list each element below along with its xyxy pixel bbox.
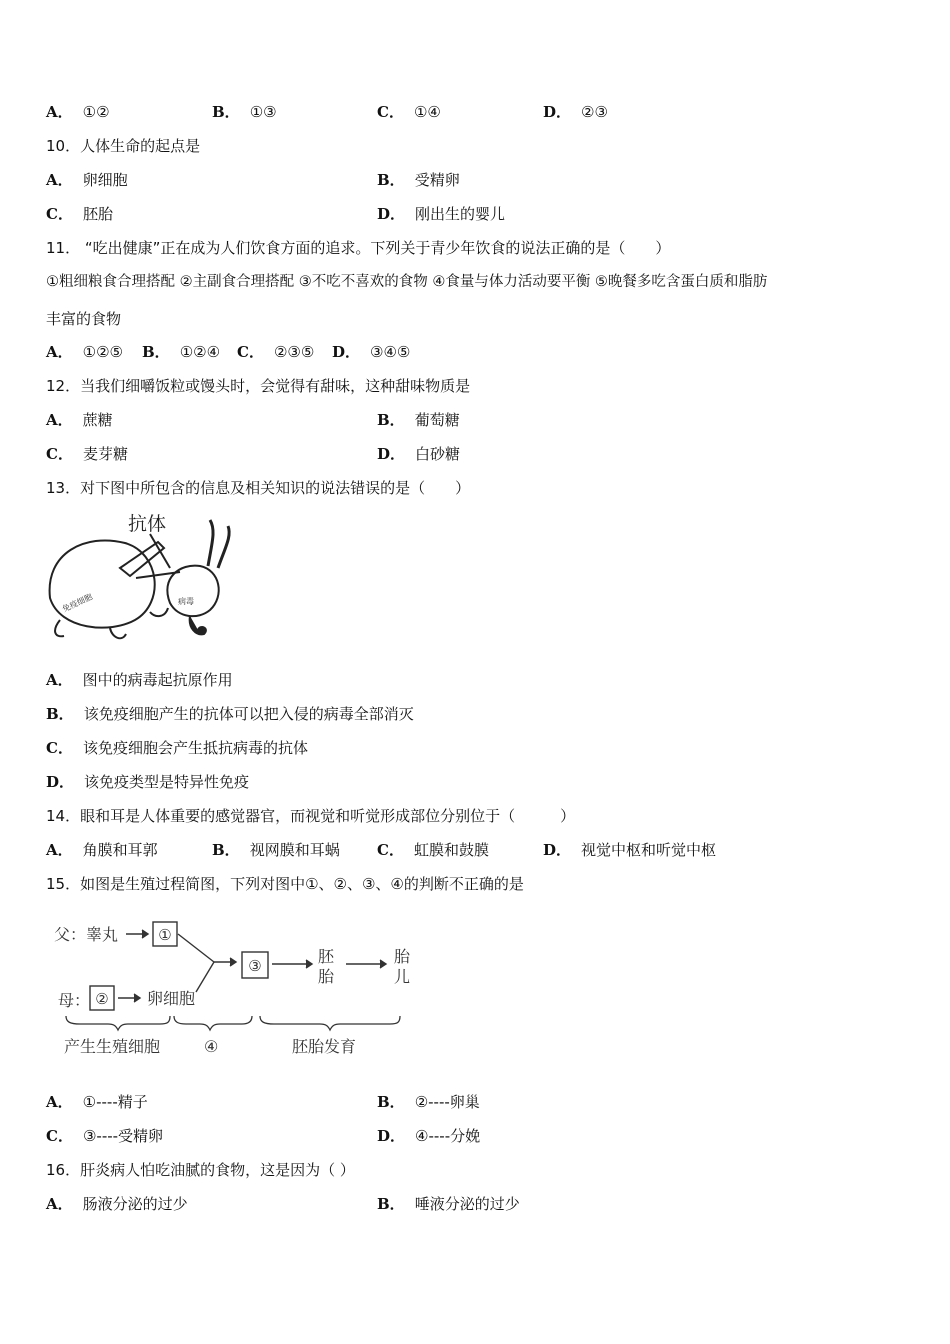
- diagram-fetus-top: 胎: [394, 947, 411, 966]
- q9-option-a: A． ①②: [46, 103, 110, 121]
- q13-stem: 13．对下图中所包含的信息及相关知识的说法错误的是（ ）: [46, 479, 471, 497]
- q9-option-d: D． ②③: [543, 103, 608, 121]
- q12-stem: 12．当我们细嚼饭粒或馒头时，会觉得有甜味，这种甜味物质是: [46, 377, 471, 395]
- q10-option-d: D． 刚出生的婴儿: [377, 205, 506, 223]
- q15-option-d: D． ④----分娩: [377, 1127, 481, 1145]
- q13-option-a: A． 图中的病毒起抗原作用: [46, 671, 233, 689]
- diagram-box-2-label: ②: [95, 990, 109, 1008]
- q11-option-c: C． ②③⑤: [237, 343, 315, 361]
- diagram-brace-2: [174, 1016, 252, 1030]
- q12-option-a: A． 蔗糖: [46, 411, 113, 429]
- q11-stem: 11． “吃出健康”正在成为人们饮食方面的追求。下列关于青少年饮食的说法正确的是（ ）: [46, 239, 671, 257]
- diagram-embryo-top: 胚: [318, 947, 335, 966]
- q16-option-b: B． 唾液分泌的过少: [377, 1195, 520, 1213]
- q11-option-a: A． ①②⑤: [46, 343, 123, 361]
- q12-option-b: B． 葡萄糖: [377, 411, 460, 429]
- q14-option-d: D． 视觉中枢和听觉中枢: [543, 841, 717, 859]
- diagram-fetus-bottom: 儿: [394, 967, 411, 986]
- q13-option-c: C． 该免疫细胞会产生抵抗病毒的抗体: [46, 739, 308, 757]
- diagram-brace-3: [260, 1016, 400, 1030]
- q11-option-b: B． ①②④: [142, 343, 221, 361]
- q16-stem: 16．肝炎病人怕吃油腻的食物，这是因为（ ）: [46, 1161, 355, 1179]
- figure-label-virus: 病毒: [178, 597, 194, 606]
- diagram-mother-label: 母：: [58, 991, 91, 1010]
- q12-option-d: D． 白砂糖: [377, 445, 461, 463]
- diagram-brace1-label: 产生生殖细胞: [64, 1037, 161, 1056]
- virus-shape: [167, 566, 218, 617]
- q14-option-c: C． 虹膜和鼓膜: [377, 841, 489, 859]
- diagram-box-3-label: ③: [248, 957, 262, 975]
- q9-option-c: C． ①④: [377, 103, 441, 121]
- q13-option-b: B． 该免疫细胞产生的抗体可以把入侵的病毒全部消灭: [46, 705, 414, 723]
- reproduction-diagram: [50, 912, 420, 1062]
- diagram-brace-1: [66, 1016, 170, 1030]
- diagram-embryo-bottom: 胎: [318, 967, 335, 986]
- q14-stem: 14．眼和耳是人体重要的感觉器官，而视觉和听觉形成部位分别位于（ ）: [46, 807, 576, 825]
- q13-option-d: D． 该免疫类型是特异性免疫: [46, 773, 250, 791]
- diagram-brace3-label: 胚胎发育: [292, 1037, 357, 1056]
- q10-option-b: B． 受精卵: [377, 171, 460, 189]
- q12-option-c: C． 麦芽糖: [46, 445, 128, 463]
- q10-stem: 10．人体生命的起点是: [46, 137, 201, 155]
- q11-stem-line3: 丰富的食物: [46, 310, 122, 328]
- diagram-brace2-label: ④: [204, 1037, 219, 1056]
- q14-option-b: B． 视网膜和耳蜗: [212, 841, 340, 859]
- immune-cell-shape: [50, 540, 155, 627]
- diagram-father-label: 父：睾丸: [54, 925, 119, 944]
- immune-figure: [40, 508, 250, 648]
- q15-option-c: C． ③----受精卵: [46, 1127, 164, 1145]
- q15-option-b: B． ②----卵巢: [377, 1093, 480, 1111]
- q11-stem-line2: ①粗细粮食合理搭配 ②主副食合理搭配 ③不吃不喜欢的食物 ④食量与体力活动要平衡 ⑤晚餐多吃含蛋白质和脂肪: [46, 274, 768, 290]
- q11-option-d: D． ③④⑤: [332, 343, 411, 361]
- diagram-egg-label: 卵细胞: [147, 989, 196, 1008]
- q16-option-a: A． 肠液分泌的过少: [46, 1195, 188, 1213]
- q15-stem: 15．如图是生殖过程简图，下列对图中①、②、③、④的判断不正确的是: [46, 875, 524, 893]
- q10-option-c: C． 胚胎: [46, 205, 113, 223]
- figure-label-antibody: 抗体: [128, 513, 167, 535]
- diagram-box-1-label: ①: [158, 926, 172, 944]
- figure-label-cell: 免疫细胞: [61, 592, 94, 614]
- q14-option-a: A． 角膜和耳郭: [46, 841, 158, 859]
- q15-option-a: A． ①----精子: [46, 1093, 148, 1111]
- q9-option-b: B． ①③: [212, 103, 277, 121]
- q10-option-a: A． 卵细胞: [46, 171, 128, 189]
